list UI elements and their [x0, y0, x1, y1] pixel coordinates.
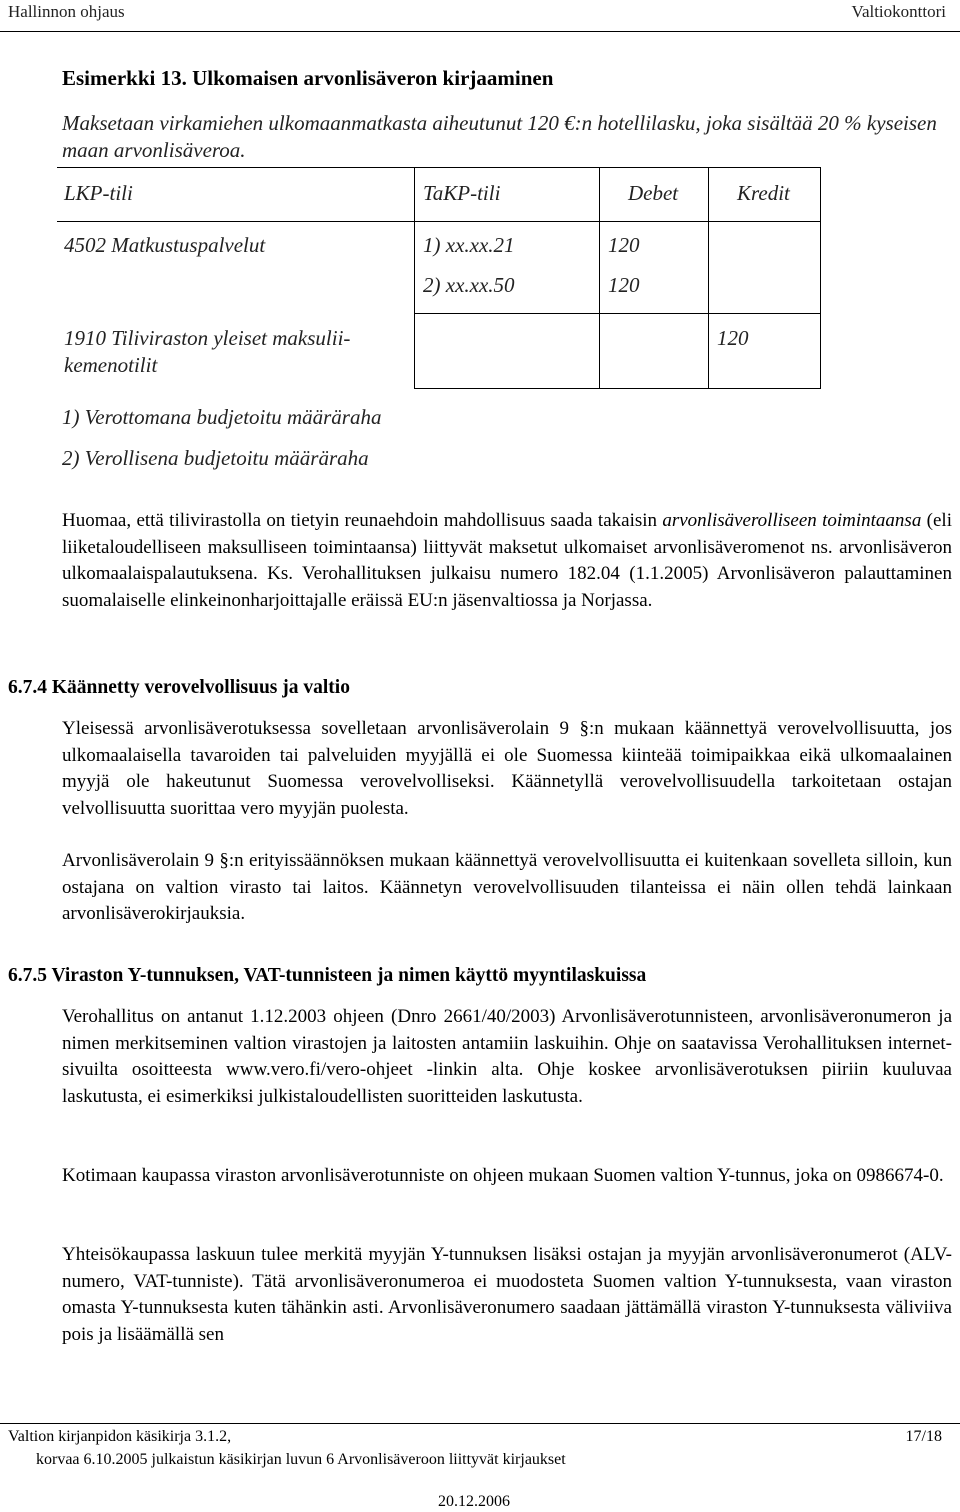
ledger-row1-debet1: 120 [608, 233, 640, 257]
footer-line2: korvaa 6.10.2005 julkaistun käsikirjan luvun 6 Arvonlisäveroon liittyvät kirjaukset [36, 1451, 566, 1468]
footer-rule [0, 1423, 960, 1424]
ledger-row1-takp1: 1) xx.xx.21 [423, 233, 515, 257]
ledger-header-lkp: LKP-tili [64, 181, 133, 205]
ledger-line [414, 388, 821, 389]
example-description: Maksetaan virkamiehen ulkomaanmatkasta aiheutunut 120 €:n hotellilasku, joka sisältää 20 % kyseisen maan arvonlisäveroa. [62, 111, 937, 162]
ledger-row2-account-line2: kemenotilit [64, 353, 158, 377]
ledger-line [708, 167, 709, 389]
ledger-line [820, 167, 821, 389]
ledger-line [599, 167, 600, 389]
ledger-row1-takp2: 2) xx.xx.50 [423, 273, 515, 297]
example-title: Esimerkki 13. Ulkomaisen arvonlisäveron kirjaaminen [62, 66, 554, 90]
ledger-row1-account: 4502 Matkustuspalvelut [64, 233, 266, 257]
ledger-row1-debet2: 120 [608, 273, 640, 297]
paragraph-675-1: Verohallitus on antanut 1.12.2003 ohjeen (Dnro 2661/40/2003) Arvonlisäverotunnisteen, arvonlisäveronumeron ja nimen merkitseminen valtion virastojen ja laitosten antamiin laskuihin. Ohje on saatavissa Verohallituksen internet-sivuilta osoitteesta www.vero.fi/vero-ohjeet -linkin alta. Ohje koskee arvonlisäverotuksen piiriin kuuluvaa laskutusta, ei esimerkiksi julkistaloudellisten suoritteiden laskutusta. [62, 1006, 952, 1107]
footer-page-number: 17/18 [905, 1428, 942, 1445]
note-2: 2) Verollisena budjetoitu määräraha [62, 446, 369, 470]
paragraph-674-1: Yleisessä arvonlisäverotuksessa sovelletaan arvonlisäverolain 9 §:n mukaan käännettyä verovelvollisuutta, jos ulkomaalaisella tavaroiden tai palveluiden myyjällä ei ole Suomessa kiinteää toimipaikkaa eikä ulkomaalainen myyjä ole hakeutunut Suomessa verovelvolliseksi. Käännetyllä verovelvollisuudella tarkoitetaan ostajan velvollisuutta suorittaa vero myyjän puolesta. [62, 718, 952, 819]
huomaa-text-2: (eli liiketaloudelliseen maksulliseen toimintaansa) liittyvät maksetut ulkomaiset arvonlisäveromenot ns. arvonlisäveron ulkomaalaispalautuksena. Ks. Verohallituksen julkaisu numero 182.04 (1.1.2005) Arvonlisäveron palauttaminen suomalaiselle elinkeinonharjoittajalle eräissä EU:n jäsenvaltiossa ja Norjassa. [62, 510, 952, 611]
ledger-line [57, 167, 821, 168]
ledger-header-takp: TaKP-tili [423, 181, 501, 205]
ledger-line [57, 221, 821, 222]
huomaa-emphasis: arvonlisäverolliseen toimintaansa [662, 510, 922, 531]
ledger-header-debet: Debet [628, 181, 679, 205]
ledger-line [414, 167, 415, 389]
huomaa-paragraph [62, 508, 952, 614]
paragraph-675-3: Yhteisökaupassa laskuun tulee merkitä myyjän Y-tunnuksen lisäksi ostajan ja myyjän arvonlisäveronumerot (ALV-numero, VAT-tunniste). Tätä arvonlisäveronumeroa ei muodosteta Suomen valtion Y-tunnuksesta, vaan viraston omasta Y-tunnuksesta kuten tähänkin asti. Arvonlisäveronumero saadaan jättämällä viraston Y-tunnuksesta väliviiva pois ja lisäämällä sen [62, 1244, 952, 1345]
ledger-row2-account-line1: 1910 Tiliviraston yleiset maksulii- [64, 326, 351, 350]
header-rule [0, 31, 960, 32]
note-1: 1) Verottomana budjetoitu määräraha [62, 405, 382, 429]
section-heading-675: 6.7.5 Viraston Y-tunnuksen, VAT-tunnisteen ja nimen käyttö myyntilaskuissa [8, 965, 647, 986]
ledger-header-kredit: Kredit [737, 181, 790, 205]
paragraph-674-2: Arvonlisäverolain 9 §:n erityissäännöksen mukaan käännettyä verovelvollisuutta ei kuitenkaan sovelleta silloin, kun ostajana on valtion virasto tai laitos. Käännetyn verovelvollisuuden tilanteissa ei näin ollen tehdä lainkaan arvonlisäverokirjauksia. [62, 850, 952, 924]
section-heading-674: 6.7.4 Käännetty verovelvollisuus ja valtio [8, 677, 350, 698]
footer-date: 20.12.2006 [438, 1493, 510, 1510]
footer-line1: Valtion kirjanpidon käsikirja 3.1.2, [8, 1428, 232, 1445]
header-left: Hallinnon ohjaus [8, 2, 125, 21]
huomaa-text-1: Huomaa, että tilivirastolla on tietyin reunaehdoin mahdollisuus saada takaisin [62, 510, 663, 531]
ledger-line [414, 313, 821, 314]
header-right: Valtiokonttori [851, 2, 946, 21]
paragraph-675-2: Kotimaan kaupassa viraston arvonlisäverotunniste on ohjeen mukaan Suomen valtion Y-tunnus, joka on 0986674-0. [62, 1165, 944, 1186]
ledger-table [57, 167, 821, 389]
ledger-row2-kredit: 120 [717, 326, 749, 350]
